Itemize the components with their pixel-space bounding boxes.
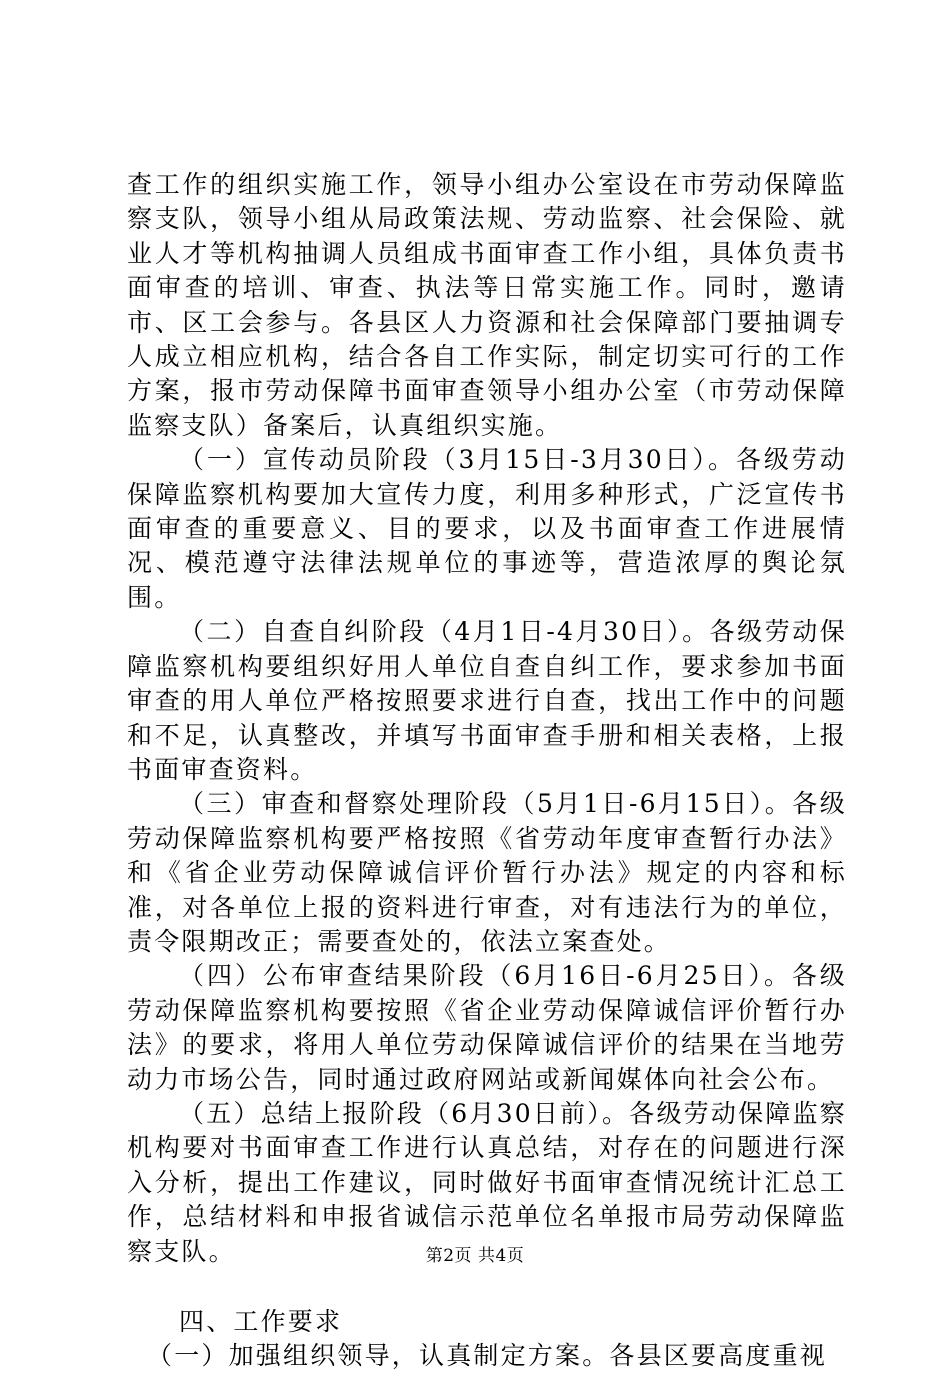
section-heading: 四、工作要求 xyxy=(179,1307,343,1336)
paragraph-stage-review: （三）审查和督察处理阶段（5月1日-6月15日）。各级劳动保障监察机构要严格按照《省劳动年度审查暂行办法》和《省企业劳动保障诚信评价暂行办法》规定的内容和标准，对各单位上报的资料进行审查，对有违法行为的单位，责令限期改正；需要查处的，依法立案查处。 xyxy=(127,789,847,956)
section-spacer xyxy=(127,1269,847,1305)
paragraph-stage-summary: （五）总结上报阶段（6月30日前）。各级劳动保障监察机构要对书面审查工作进行认真总结，对存在的问题进行深入分析，提出工作建议，同时做好书面审查情况统计汇总工作，总结材料和申报省诚信示范单位名单报市局劳动保障监察支队。 xyxy=(127,1098,847,1266)
paragraph-organization: 查工作的组织实施工作，领导小组办公室设在市劳动保障监察支队，领导小组从局政策法规、劳动监察、社会保险、就业人才等机构抽调人员组成书面审查工作小组，具体负责书面审查的培训、审查、执法等日常实施工作。同时，邀请市、区工会参与。各县区人力资源和社会保障部门要抽调专人成立相应机构，结合各自工作实际，制定切实可行的工作方案，报市劳动保障书面审查领导小组办公室（市劳动保障监察支队）备案后，认真组织实施。 xyxy=(127,170,847,440)
paragraph-stage-publish-results: （四）公布审查结果阶段（6月16日-6月25日）。各级劳动保障监察机构要按照《省企业劳动保障诚信评价暂行办法》的要求，将用人单位劳动保障诚信评价的结果在当地劳动力市场公告，同时通过政府网站或新闻媒体向社会公布。 xyxy=(127,961,847,1094)
document-body xyxy=(127,168,847,1374)
paragraph-requirement-one: （一）加强组织领导，认真制定方案。各县区要高度重视 xyxy=(147,1341,828,1371)
page-footer xyxy=(0,1244,950,1268)
page-number: 第2页 共4页 xyxy=(425,1246,525,1266)
paragraph-stage-publicity: （一）宣传动员阶段（3月15日-3月30日）。各级劳动保障监察机构要加大宣传力度，利用多种形式，广泛宣传书面审查的重要意义、目的要求，以及书面审查工作进展情况、模范遵守法律法规单位的事迹等，营造浓厚的舆论氛围。 xyxy=(127,445,847,612)
paragraph-stage-self-check: （二）自查自纠阶段（4月1日-4月30日）。各级劳动保障监察机构要组织好用人单位自查自纠工作，要求参加书面审查的用人单位严格按照要求进行自查，找出工作中的问题和不足，认真整改，并填写书面审查手册和相关表格，上报书面审查资料。 xyxy=(127,617,847,784)
